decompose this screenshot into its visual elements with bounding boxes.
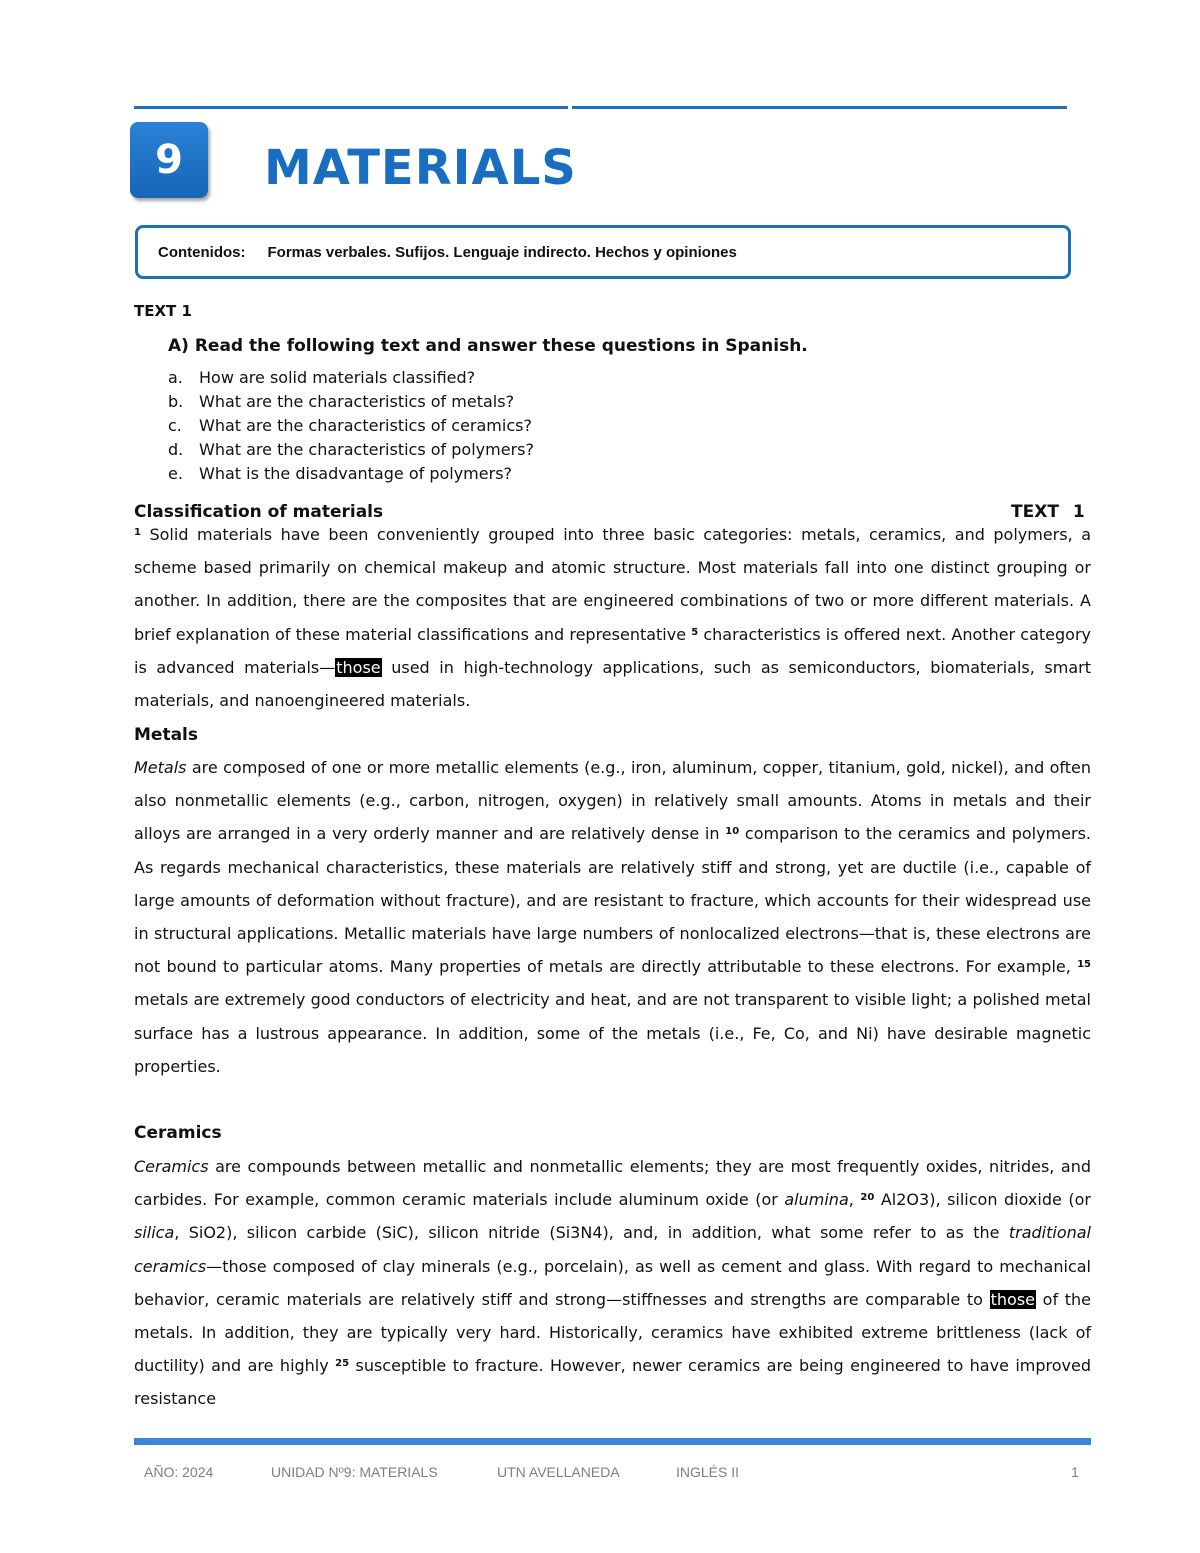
question-text: What is the disadvantage of polymers? [199, 464, 513, 483]
paragraph-text: of the metals. In addition, they are typically very hard. Historically, ceramics have exhibited extreme brittleness (lack of ductility) and are highly [134, 1289, 1091, 1376]
paragraph-text: , SiO2), silicon carbide (SiC), silicon nitride (Si3N4), and, in addition, what some refer to as the [174, 1223, 1009, 1243]
footer-rule [134, 1438, 1091, 1445]
paragraph-text: comparison to the ceramics and polymers. As regards mechanical characteristics, these materials are relatively stiff and strong, yet are ductile (i.e., capable of large amounts of deformation without fracture), and are resistant to fracture, which accounts for their widespread use in structural applications. Metallic materials have large numbers of nonlocalized electrons—that is, these electrons are not bound to particular atoms. Many properties of metals are directly attributable to these electrons. For example, [134, 824, 1091, 977]
line-number: 20 [860, 1192, 875, 1204]
list-item [168, 390, 534, 414]
footer-institution: UTN AVELLANEDA [497, 1464, 620, 1480]
list-item [168, 462, 534, 486]
paragraph-ceramics [134, 1150, 1091, 1416]
header-rule-gap [568, 106, 572, 109]
line-number: 15 [1077, 959, 1091, 971]
term-alumina: alumina [784, 1190, 849, 1210]
footer-unit: UNIDAD Nº9: MATERIALS [271, 1464, 438, 1480]
contents-box [135, 225, 1071, 279]
paragraph-text: used in high-technology applications, such as semiconductors, biomaterials, smart materials, and nanoengineered materials. [134, 657, 1091, 711]
metals-heading: Metals [134, 725, 198, 745]
unit-number-badge: 9 [130, 122, 208, 198]
paragraph-text: Al2O3), silicon dioxide (or [874, 1190, 1091, 1210]
line-number: 25 [335, 1358, 350, 1370]
question-list [168, 366, 534, 486]
question-letter: d. [168, 440, 184, 459]
paragraph-text: susceptible to fracture. However, newer ceramics are being engineered to have improved resistance [134, 1356, 1092, 1409]
text-label: TEXT 1 [134, 302, 192, 320]
paragraph-text: —those composed of clay minerals (e.g., porcelain), as well as cement and glass. With regard to mechanical behavior, ceramic materials are relatively stiff and strong—stiffnesses and strengths are comparable to [134, 1256, 1091, 1309]
list-item [168, 414, 534, 438]
list-item [168, 438, 534, 462]
chapter-title: MATERIALS [264, 140, 577, 196]
term-ceramics: Ceramics [134, 1157, 209, 1176]
question-letter: b. [168, 392, 184, 411]
term-metals: Metals [134, 758, 187, 777]
term-traditional-ceramics: traditional ceramics [134, 1223, 1091, 1276]
question-text: What are the characteristics of polymers? [199, 440, 534, 459]
question-text: What are the characteristics of ceramics? [199, 416, 532, 435]
paragraph-text: are composed of one or more metallic elements (e.g., iron, aluminum, copper, titanium, gold, nickel), and often also nonmetallic elements (e.g., carbon, nitrogen, oxygen) in relatively small amounts. Atoms in metals and their alloys are arranged in a very orderly manner and are relatively dense in [134, 758, 1091, 844]
paragraph-text: are compounds between metallic and nonmetallic elements; they are most frequently oxides, nitrides, and carbides. For example, common ceramic materials include aluminum oxide (or [134, 1157, 1091, 1210]
reading-text-tag: TEXT 1 [1011, 502, 1085, 522]
paragraph-text: Solid materials have been conveniently grouped into three basic categories: metals, ceramics, and polymers, a scheme based primarily on chemical makeup and atomic structure. Most materials fall into one distinct grouping or another. In addition, there are the composites that are engineered combinations of two or more different materials. A brief explanation of these material classifications and representative [134, 525, 1091, 644]
question-letter: e. [168, 464, 183, 483]
reading-title: Classification of materials [134, 502, 384, 522]
line-number: 5 [691, 626, 699, 638]
paragraph-metals [134, 751, 1091, 1083]
page-number: 1 [1071, 1464, 1079, 1480]
list-item [168, 366, 534, 390]
contents-label: Contenidos: [158, 243, 246, 261]
ceramics-heading: Ceramics [134, 1123, 222, 1143]
footer-course: INGLÉS II [676, 1464, 740, 1480]
instruction: A) Read the following text and answer these questions in Spanish. [168, 336, 808, 356]
highlighted-word: those [990, 1289, 1036, 1309]
question-text: What are the characteristics of metals? [199, 392, 515, 411]
contents-text: Formas verbales. Sufijos. Lenguaje indirecto. Hechos y opiniones [267, 243, 737, 261]
paragraph-classification [134, 518, 1091, 717]
question-letter: c. [168, 416, 182, 435]
highlighted-word: those [336, 657, 381, 677]
line-number: 10 [725, 826, 740, 838]
header-rule [134, 106, 1067, 109]
paragraph-text: , [848, 1190, 861, 1210]
question-letter: a. [168, 368, 183, 387]
footer-year: AÑO: 2024 [144, 1464, 214, 1480]
paragraph-text: characteristics is offered next. Another category is advanced materials— [134, 624, 1092, 677]
paragraph-text: metals are extremely good conductors of electricity and heat, and are not transparent to visible light; a polished metal surface has a lustrous appearance. In addition, some of the metals (i.e., Fe, Co, and Ni) have desirable magnetic properties. [134, 990, 1091, 1076]
line-number: 1 [134, 527, 141, 538]
term-silica: silica [134, 1223, 175, 1243]
question-text: How are solid materials classified? [199, 368, 476, 387]
